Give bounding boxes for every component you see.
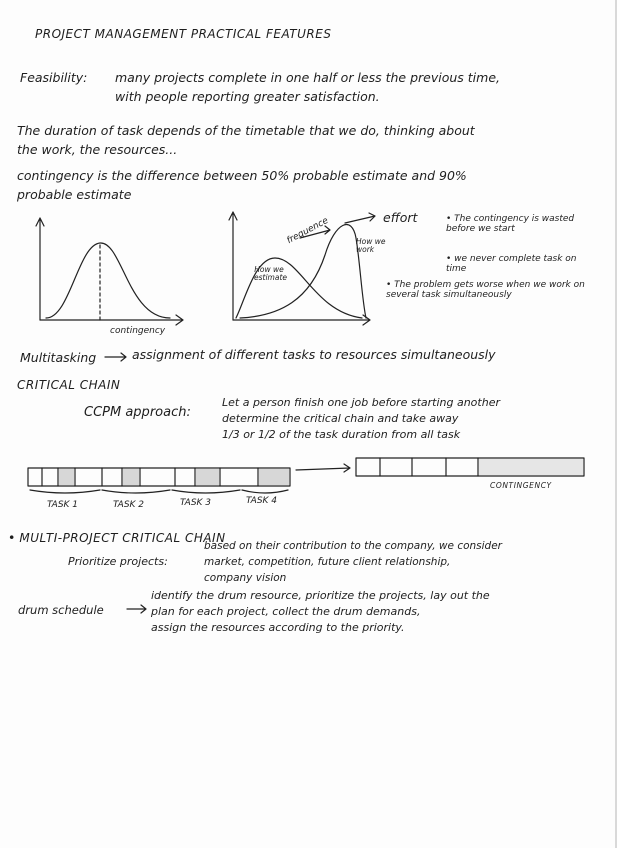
critical-chain-bar [356, 458, 584, 476]
prioritize-line-1: based on their contribution to the company, we consider [204, 540, 502, 552]
task-1-label: TASK 1 [47, 500, 79, 510]
chart2-effort-label: effort [383, 210, 418, 225]
contingency-buffer-label: CONTINGENCY [490, 481, 552, 490]
task-brackets [30, 490, 288, 493]
contingency-buffer [479, 459, 583, 475]
multi-project-heading-text: MULTI-PROJECT CRITICAL CHAIN [19, 531, 226, 545]
chart2-y-axis [229, 212, 237, 320]
ccpm-line-2: determine the critical chain and take away [222, 412, 459, 425]
task3-buffer [196, 469, 219, 485]
contingency-line-2: probable estimate [17, 187, 132, 202]
chart1-y-axis [36, 218, 44, 320]
chart2-work-label: How we work [356, 237, 386, 254]
feasibility-label: Feasibility: [20, 70, 88, 85]
ccpm-line-3: 1/3 or 1/2 of the task duration from all task [222, 428, 461, 441]
multi-project-heading: • MULTI-PROJECT CRITICAL CHAIN [8, 530, 226, 545]
ccpm-line-1: Let a person finish one job before starting another [222, 396, 500, 409]
drum-line-2: plan for each project, collect the drum demands, [151, 605, 421, 618]
drum-schedule-label: drum schedule [18, 603, 104, 617]
task-3-label: TASK 3 [180, 498, 212, 508]
chart-note-2: • we never complete task on time [446, 254, 577, 274]
ccpm-label: CCPM approach: [84, 405, 191, 420]
duration-line-2: the work, the resources... [17, 142, 178, 157]
page-title: PROJECT MANAGEMENT PRACTICAL FEATURES [35, 27, 332, 41]
effort-arrow [345, 213, 375, 223]
chart1-contingency-label: contingency [110, 326, 166, 336]
duration-line-1: The duration of task depends of the timetable that we do, thinking about [17, 123, 475, 138]
multitasking-label: Multitasking [20, 350, 97, 365]
chart-note-3: • The problem gets worse when we work on several task simultaneously [386, 280, 585, 300]
task-4-label: TASK 4 [246, 496, 278, 506]
chart-note-1: • The contingency is wasted before we start [446, 214, 575, 234]
chart2-frequence-label: frequence [285, 215, 331, 247]
chain-arrow [296, 464, 350, 472]
bell-curve-chart [36, 218, 183, 325]
task-bar-chain [28, 468, 290, 493]
prioritize-line-3: company vision [204, 572, 287, 584]
task4-buffer [259, 469, 289, 485]
feasibility-line-1: many projects complete in one half or less the previous time, [115, 70, 500, 85]
drum-arrow [127, 605, 146, 613]
feasibility-line-2: with people reporting greater satisfaction. [115, 89, 380, 104]
contingency-line-1: contingency is the difference between 50% probable estimate and 90% [17, 168, 467, 183]
chart-note-2-text: we never complete task on time [446, 254, 577, 274]
task2-buffer [123, 469, 139, 485]
task1-buffer [59, 469, 74, 485]
multitasking-arrow [105, 353, 126, 361]
chart1-curve [46, 243, 170, 318]
multitasking-text: assignment of different tasks to resources simultaneously [132, 347, 496, 362]
drum-line-1: identify the drum resource, prioritize the projects, lay out the [151, 589, 490, 602]
critical-chain-heading: CRITICAL CHAIN [17, 378, 121, 392]
chart2-estimate-label: How we estimate [254, 265, 288, 282]
drum-line-3: assign the resources according to the priority. [151, 621, 405, 634]
chart-note-1-text: The contingency is wasted before we start [446, 214, 575, 234]
chart-note-3-text: The problem gets worse when we work on several task simultaneously [386, 280, 585, 300]
task-2-label: TASK 2 [113, 500, 145, 510]
prioritize-label: Prioritize projects: [68, 555, 168, 568]
prioritize-line-2: market, competition, future client relationship, [204, 556, 451, 568]
